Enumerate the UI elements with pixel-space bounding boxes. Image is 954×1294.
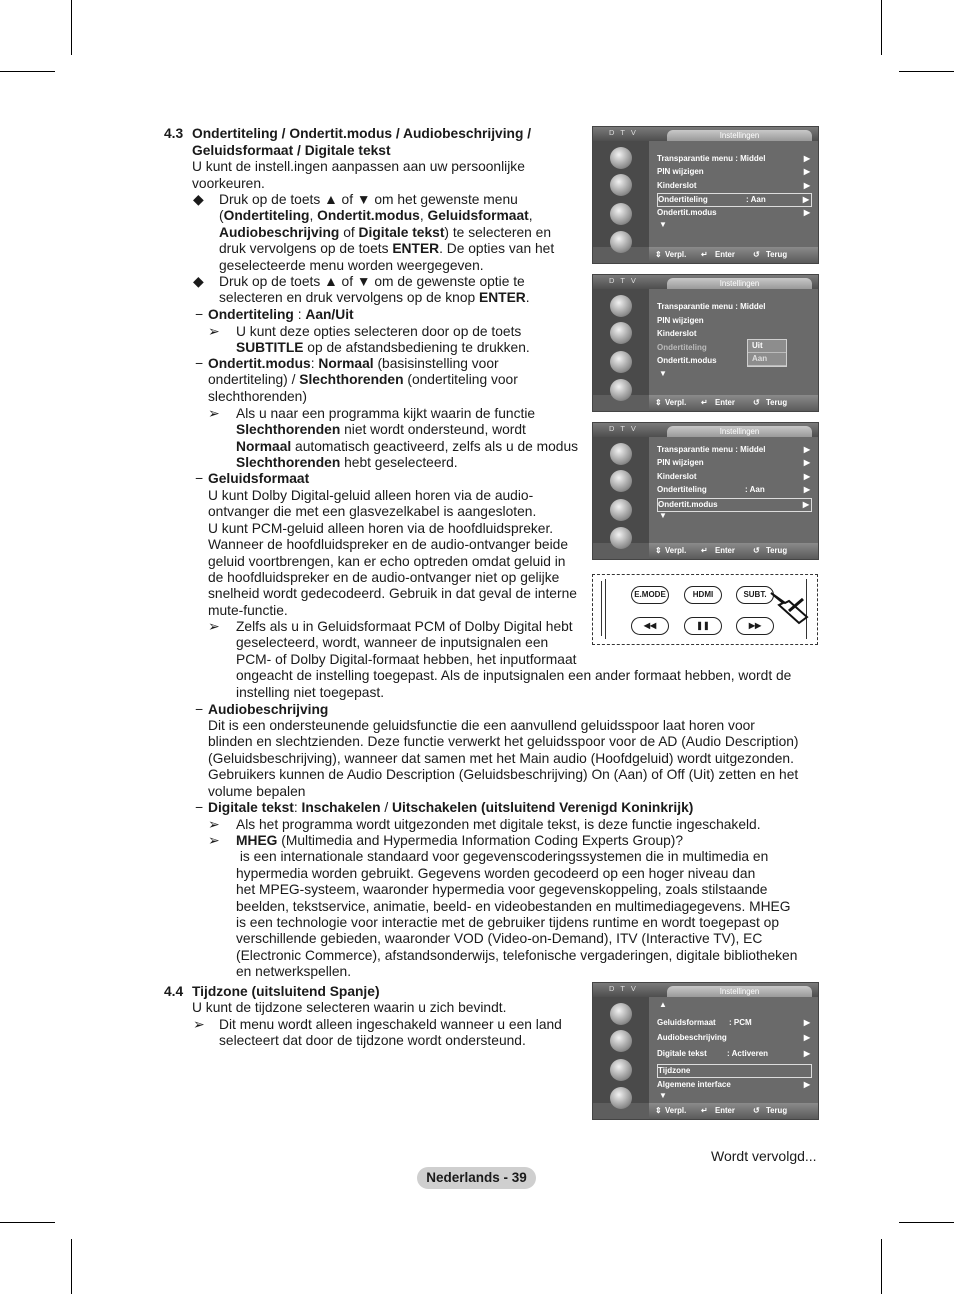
tv-menu-screenshot: D T V Instellingen Transparantie menu : Middel PIN wijzigen Kinderslot Ondertiteling Ondertit.modus ▼ Uit Aan ⇕ Verpl. ↵ Enter ↺ Terug: [592, 274, 819, 412]
menu-item: Algemene interface ▶: [657, 1080, 810, 1089]
return-icon: ↺: [753, 398, 760, 407]
sound-icon: [610, 1030, 632, 1052]
setup-gear-icon: [610, 499, 632, 521]
subheading: Ondertit.modus: Normaal (basisinstelling voor ondertiteling) / Slechthorenden (ondertiteling voor slechthorenden): [208, 356, 518, 404]
crop-mark: [0, 1222, 55, 1223]
note-text: Zelfs als u in Geluidsformaat PCM of Dolby Digital hebt geselecteerd, wordt, wanneer de inputsignalen een PCM- of Dolby Digital-formaat hebben, het inputformaat ongeacht de instelling toegepast. Als de inputsignalen een ander formaat hebben, wordt de instelling niet toegepast.: [236, 619, 792, 700]
menu-footer: ⇕ Verpl. ↵ Enter ↺ Terug: [649, 543, 818, 559]
menu-item: Ondertiteling: [657, 343, 707, 352]
menu-item: Ondertit.modus ▶: [657, 208, 810, 217]
sound-icon: [610, 470, 632, 492]
note-text: Dit menu wordt alleen ingeschakeld wanneer u een land selecteert dat door de tijdzone wordt ondersteund.: [219, 1017, 562, 1049]
tv-menu-screenshot: D T V Instellingen ▲ Geluidsformaat : PCM ▶ Audiobeschrijving ▶ Digitale tekst : Activeren ▶ Tijdzone Algemene interface ▶ ▼ ⇕ Verpl. ↵ Enter ↺ Terug: [592, 982, 819, 1120]
section-number: 4.4: [164, 984, 184, 999]
input-icon: [610, 1087, 632, 1109]
note-text: Als u naar een programma kijkt waarin de functie Slechthorenden niet wordt ondersteund, wordt Normaal automatisch geactiveerd, zelfs als u de modus Slechthorenden hebt geselecteerd.: [236, 406, 579, 471]
dash-icon: −: [195, 800, 204, 815]
menu-item-selected: Ondertiteling : Aan ▶: [657, 193, 812, 207]
menu-item-selected: Tijdzone: [657, 1064, 812, 1078]
menu-footer: ⇕ Verpl. ↵ Enter ↺ Terug: [649, 1103, 818, 1119]
crop-mark: [899, 1222, 954, 1223]
hdmi-button: HDMI: [684, 586, 722, 604]
menu-title: Instellingen: [667, 986, 812, 997]
crop-mark: [881, 1239, 882, 1294]
menu-title: Instellingen: [667, 130, 812, 141]
scroll-down-icon: ▼: [659, 511, 667, 520]
note-arrow-icon: ➢: [193, 1017, 205, 1032]
option-item: Uit: [748, 340, 786, 353]
input-icon: [610, 379, 632, 401]
input-icon: [610, 231, 632, 253]
crop-mark: [881, 0, 882, 55]
option-item: Aan: [748, 353, 786, 366]
menu-item: Ondertiteling : Aan ▶: [657, 485, 810, 494]
intro-text: U kunt de instell.ingen aanpassen aan uw persoonlijke: [192, 159, 525, 174]
subheading: Audiobeschrijving: [208, 702, 329, 717]
scroll-up-icon: ▲: [659, 1000, 667, 1009]
section-title: Geluidsformaat / Digitale tekst: [192, 143, 391, 158]
dash-icon: −: [195, 471, 204, 486]
picture-icon: [610, 443, 632, 465]
sound-icon: [610, 322, 632, 344]
setup-gear-icon: [610, 203, 632, 225]
note-arrow-icon: ➢: [208, 406, 220, 421]
crop-mark: [0, 71, 55, 72]
note-text: U kunt deze opties selecteren door op de toets SUBTITLE op de afstandsbediening te drukken.: [236, 324, 530, 356]
menu-item: PIN wijzigen: [657, 316, 704, 325]
note-text: MHEG (Multimedia and Hypermedia Information Coding Experts Group)? is een internationale standaard voor gegevenscoderingssystemen die in multimedia en hypermedia worden gebruikt. Gegevens worden gecodeerd op een hoger niveau dan het MPEG-systeem, waaronder hypermedia voor gegevenskoppeling, zoals stilstaande beelden, tekstservice, animatie, beeld- en videobestanden en multimediagegevens. MHEG is een technologie voor interactie met de gebruiker tijdens runtime en wordt toegepast op verschillende gebieden, waaronder VOD (Video-on-Demand), ITV (Interactive TV), EC (Electronic Commerce), afstandsonderwijs, telefonische vergaderingen, digitale bibliotheken en netwerkspellen.: [236, 833, 798, 980]
setup-gear-icon: [610, 1059, 632, 1081]
menu-item: Digitale tekst : Activeren ▶: [657, 1049, 810, 1058]
input-icon: [610, 527, 632, 549]
paragraph: U kunt Dolby Digital-geluid alleen horen via de audio- ontvanger die met een glasvezelkabel is aangesloten. U kunt PCM-geluid alleen horen via de hoofdluidspreker. Wanneer de hoofdluidspreker en de audio-ontvanger beide geluid voortbrengen, kan er echo optreden omdat geluid in de hoofdluidspreker en de audio-ontvanger niet op gelijke snelheid wordt gedecodeerd. Gebruik in dat geval de interne mute-functie.: [208, 488, 577, 618]
option-popup: [747, 339, 787, 367]
intro-text: U kunt de tijdzone selecteren waarin u zich bevindt.: [192, 1000, 507, 1015]
section-number: 4.3: [164, 126, 184, 141]
menu-item-selected: Ondertit.modus ▶: [657, 498, 812, 512]
diamond-bullet-icon: ◆: [193, 274, 204, 289]
menu-item: Audiobeschrijving ▶: [657, 1033, 810, 1042]
scroll-down-icon: ▼: [659, 220, 667, 229]
note-arrow-icon: ➢: [208, 619, 220, 634]
menu-footer: ⇕ Verpl. ↵ Enter ↺ Terug: [649, 395, 818, 411]
note-arrow-icon: ➢: [208, 817, 220, 832]
menu-footer: ⇕ Verpl. ↵ Enter ↺ Terug: [649, 247, 818, 263]
menu-item: Kinderslot ▶: [657, 472, 810, 481]
menu-item: Transparantie menu : Middel: [657, 302, 766, 311]
note-text: Als het programma wordt uitgezonden met digitale tekst, is deze functie ingeschakeld.: [236, 817, 761, 832]
emode-button: E.MODE: [631, 586, 669, 604]
subheading: Geluidsformaat: [208, 471, 310, 486]
crop-mark: [71, 0, 72, 55]
diamond-bullet-icon: ◆: [193, 192, 204, 207]
enter-icon: ↵: [701, 250, 708, 259]
menu-item: Kinderslot ▶: [657, 181, 810, 190]
menu-title: Instellingen: [667, 426, 812, 437]
dash-icon: −: [195, 356, 204, 371]
page-number-badge: Nederlands - 39: [417, 1167, 536, 1189]
scroll-down-icon: ▼: [659, 369, 667, 378]
remote-control-illustration: [592, 574, 818, 645]
subheading: Ondertiteling : Aan/Uit: [208, 307, 354, 322]
move-icon: ⇕: [655, 1106, 662, 1115]
menu-item: Ondertit.modus: [657, 356, 717, 365]
return-icon: ↺: [753, 1106, 760, 1115]
pause-button: ❚❚: [684, 617, 722, 635]
dash-icon: −: [195, 702, 204, 717]
section-title: Tijdzone (uitsluitend Spanje): [192, 984, 380, 999]
menu-item: PIN wijzigen ▶: [657, 458, 810, 467]
paragraph: Dit is een ondersteunende geluidsfunctie die een aanvullend geluidsspoor laat horen voor blinden en slechtzienden. Deze functie verwerkt het geluidsspoor voor de AD (Audio Description) (Geluidsbeschrijving), wanneer dat samen met het Main audio (Hoofdgeluid) wordt uitgezonden. Gebruikers kunnen de Audio Description (Geluidsbeschrijving) On (Aan) of Off (Uit) zetten en het volume bepalen: [208, 718, 799, 799]
scroll-down-icon: ▼: [659, 1091, 667, 1100]
enter-icon: ↵: [701, 1106, 708, 1115]
move-icon: ⇕: [655, 398, 662, 407]
return-icon: ↺: [753, 546, 760, 555]
tv-menu-screenshot: D T V Instellingen Transparantie menu : Middel ▶ PIN wijzigen ▶ Kinderslot ▶ Ondertiteling : Aan ▶ Ondertit.modus ▶ ▼ ⇕ Verpl. ↵ Enter ↺ Terug: [592, 422, 819, 560]
bullet-text: Druk op de toets ▲ of ▼ om het gewenste menu (Ondertiteling, Ondertit.modus, Geluidsformaat, Audiobeschrijving of Digitale tekst) te selecteren en druk vervolgens op de toets ENTER. De opties van het geselecteerde menu worden weergegeven.: [219, 192, 555, 273]
menu-item: PIN wijzigen ▶: [657, 167, 810, 176]
setup-gear-icon: [610, 351, 632, 373]
menu-item: Geluidsformaat : PCM ▶: [657, 1018, 810, 1027]
move-icon: ⇕: [655, 250, 662, 259]
enter-icon: ↵: [701, 398, 708, 407]
intro-text: voorkeuren.: [192, 176, 265, 191]
pointing-hand-icon: [769, 589, 811, 625]
crop-mark: [71, 1239, 72, 1294]
fast-forward-button: ▶▶: [736, 617, 774, 635]
menu-item: Transparantie menu : Middel ▶: [657, 154, 810, 163]
subheading: Digitale tekst: Inschakelen / Uitschakelen (uitsluitend Verenigd Koninkrijk): [208, 800, 694, 815]
move-icon: ⇕: [655, 546, 662, 555]
return-icon: ↺: [753, 250, 760, 259]
note-arrow-icon: ➢: [208, 324, 220, 339]
subtitle-button: SUBT.: [736, 586, 774, 604]
note-arrow-icon: ➢: [208, 833, 220, 848]
continued-label: Wordt vervolgd...: [711, 1148, 817, 1164]
menu-title: Instellingen: [667, 278, 812, 289]
menu-item: Transparantie menu : Middel ▶: [657, 445, 810, 454]
picture-icon: [610, 147, 632, 169]
dash-icon: −: [195, 307, 204, 322]
tv-menu-screenshot: D T V Instellingen Transparantie menu : Middel ▶ PIN wijzigen ▶ Kinderslot ▶ Ondertiteling : Aan ▶ Ondertit.modus ▶ ▼ ⇕ Verpl. ↵ Enter ↺ Terug: [592, 126, 819, 264]
section-title: Ondertiteling / Ondertit.modus / Audiobeschrijving /: [192, 126, 532, 141]
crop-mark: [899, 71, 954, 72]
picture-icon: [610, 295, 632, 317]
sound-icon: [610, 174, 632, 196]
picture-icon: [610, 1003, 632, 1025]
enter-icon: ↵: [701, 546, 708, 555]
bullet-text: Druk op de toets ▲ of ▼ om de gewenste optie te selecteren en druk vervolgens op de knop ENTER.: [219, 274, 530, 306]
rewind-button: ◀◀: [631, 617, 669, 635]
menu-item: Kinderslot: [657, 329, 697, 338]
